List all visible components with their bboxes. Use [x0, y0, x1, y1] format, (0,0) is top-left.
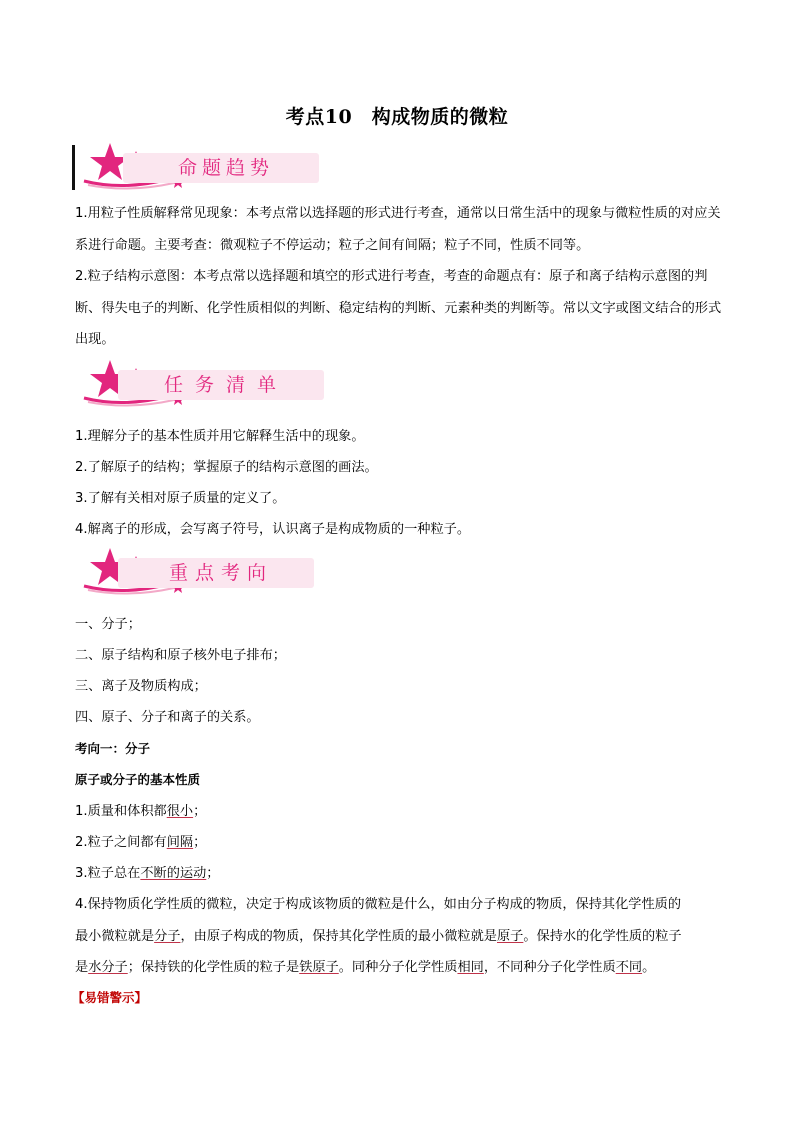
property-item-3: [75, 862, 219, 881]
banner-pill: [123, 153, 319, 183]
text-span: 。: [642, 960, 656, 975]
text-span: ，不同种分子化学性质: [483, 960, 616, 975]
property-item-4-line-2: [75, 925, 682, 944]
answer-underline: 水分子: [88, 960, 128, 975]
task-item-3: 3.了解有关相对原子质量的定义了。: [75, 491, 286, 506]
focus-item-1: 一、分子；: [75, 617, 141, 632]
banner-pill: [118, 370, 324, 400]
text-span: ；: [193, 835, 207, 850]
task-item-1: 1.理解分子的基本性质并用它解释生活中的现象。: [75, 429, 365, 444]
banner-title: 任务清单: [163, 374, 288, 396]
focus-item-2: 二、原子结构和原子核外电子排布；: [75, 648, 286, 663]
text-span: ；: [206, 866, 220, 881]
section-heading: 考向一：分子: [75, 741, 151, 756]
focus-item-4: 四、原子、分子和离子的关系。: [75, 710, 260, 725]
text-span: 4.保持物质化学性质的微粒，决定于构成该物质的微粒是什么，如由分子构成的物质，保持其化学性质的: [75, 897, 682, 912]
text-span: 。同种分子化学性质: [338, 960, 458, 975]
task-item-4: 4.解离子的形成，会写离子符号，认识离子是构成物质的一种粒子。: [75, 522, 471, 537]
property-item-4-line-3: [75, 956, 655, 975]
answer-underline: 间隔: [166, 835, 194, 850]
text-span: ；: [193, 804, 207, 819]
property-item-4-line-1: [75, 893, 681, 912]
property-item-1: [75, 800, 206, 819]
page-title: 考点10 构成物质的微粒: [285, 106, 509, 128]
banner-title: 命题趋势: [177, 157, 274, 179]
text-span: 3.粒子总在: [75, 866, 141, 881]
text-span: 最小微粒就是: [75, 929, 155, 944]
property-item-2: [75, 831, 206, 850]
text-span: ；保持铁的化学性质的粒子是: [127, 960, 300, 975]
answer-underline: 不断的运动: [140, 866, 207, 881]
text-span: 2.粒子之间都有: [75, 835, 167, 850]
answer-underline: 分子: [154, 929, 181, 944]
trend-paragraph-2: 2.粒子结构示意图：本考点常以选择题和填空的形式进行考查，考查的命题点有：原子和离子结构示意图的判断、得失电子的判断、化学性质相似的判断、稳定结构的判断、元素种类的判断等。常以文字或图文结合的形式出现。: [75, 269, 722, 347]
text-span: 是: [75, 960, 89, 975]
text-span: 1.质量和体积都: [75, 804, 167, 819]
warning-label: 【易错警示】: [72, 990, 148, 1005]
banner-title: 重点考向: [168, 562, 273, 584]
task-item-2: 2.了解原子的结构；掌握原子的结构示意图的画法。: [75, 460, 378, 475]
answer-underline: 原子: [497, 929, 524, 944]
text-span: ，由原子构成的物质，保持其化学性质的最小微粒就是: [180, 929, 497, 944]
focus-item-3: 三、离子及物质构成；: [75, 679, 207, 694]
section-subheading: 原子或分子的基本性质: [75, 772, 201, 787]
answer-underline: 相同: [457, 960, 484, 975]
trend-paragraph-1: 1.用粒子性质解释常见现象：本考点常以选择题的形式进行考查，通常以日常生活中的现象与微粒性质的对应关系进行命题。主要考查：微观粒子不停运动；粒子之间有间隔；粒子不同，性质不同等。: [75, 206, 721, 253]
banner-pill: [118, 558, 314, 588]
answer-underline: 不同: [615, 960, 643, 975]
answer-underline: 很小: [166, 804, 194, 819]
answer-underline: 铁原子: [299, 960, 339, 975]
text-span: 。保持水的化学性质的粒子: [523, 929, 682, 944]
